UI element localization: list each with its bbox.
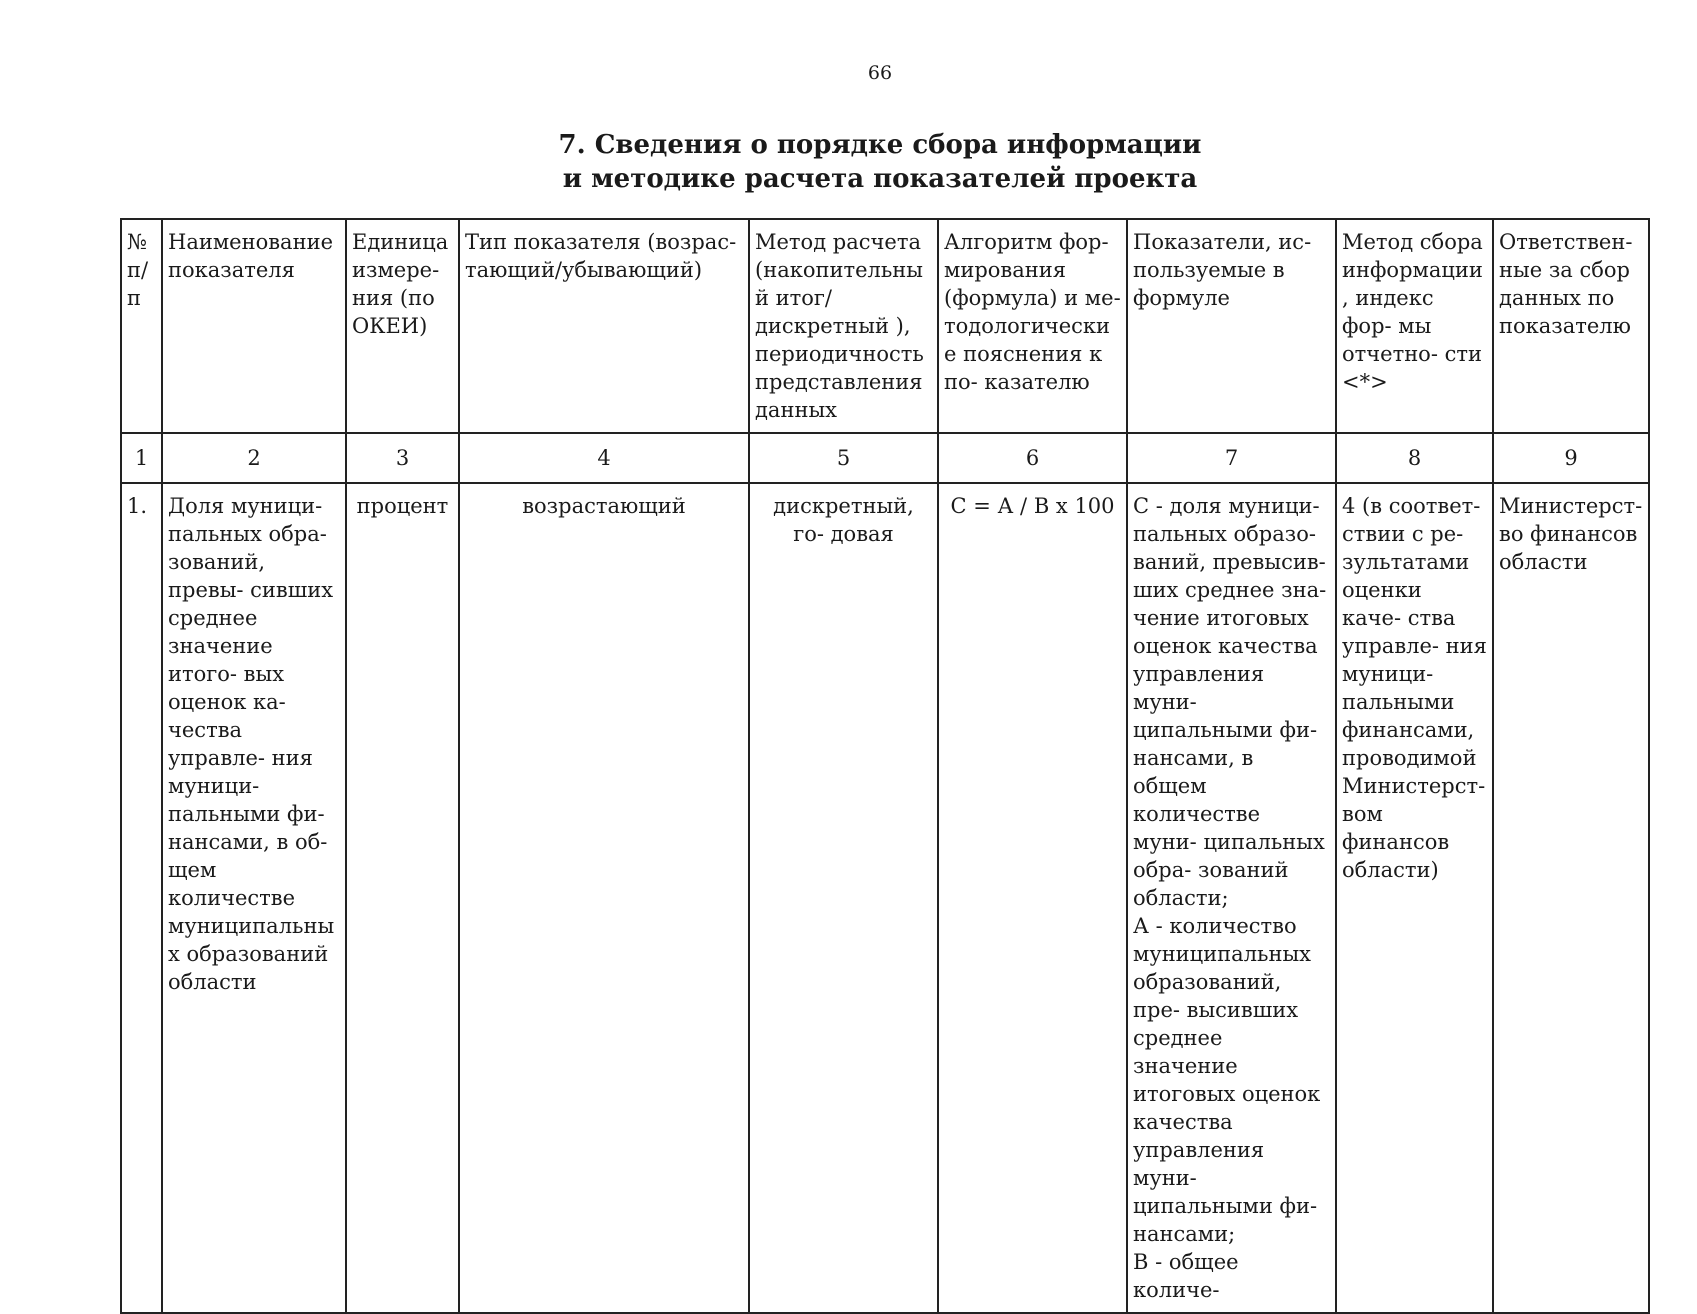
unit-cell: процент	[346, 483, 459, 1313]
header-cell: Метод сбора информации, индекс фор- мы отчетно- сти <*>	[1336, 219, 1493, 433]
indicator-type: возрастающий	[459, 483, 749, 1313]
indicator-a-description: А - количество муниципальных образований, пре- высивших среднее значение итоговых оценок качества управления муни- ципальными фи- нансами;	[1133, 914, 1321, 1246]
column-number: 6	[938, 433, 1127, 483]
header-cell: Тип показателя (возрас- тающий/убывающий)	[459, 219, 749, 433]
header-cell: Показатели, ис- пользуемые в формуле	[1127, 219, 1336, 433]
collection-method: 4 (в соответ- ствии с ре- зультатами оценки каче- ства управле- ния муници- пальными финансами, проводимой Министерст- вом финансов области)	[1336, 483, 1493, 1313]
table-header-row	[121, 219, 1649, 433]
column-number: 9	[1493, 433, 1649, 483]
indicator-c-description: С - доля муници- пальных образо- ваний, превысив- ших среднее зна- чение итоговых оценок качества управления муни- ципальными фи- нансами, в общем количестве муни- ципальных обра- зований области;	[1133, 494, 1327, 910]
header-cell: Единица измере- ния (по ОКЕИ)	[346, 219, 459, 433]
title-line-2: и методике расчета показателей проекта	[562, 164, 1198, 194]
indicators-table	[120, 218, 1650, 1314]
header-cell: Метод расчета (накопительный итог/дискретный ), периодичность представления данных	[749, 219, 938, 433]
formula-cell: С = А / В x 100	[938, 483, 1127, 1313]
page-number: 66	[867, 62, 893, 84]
header-cell: Ответствен- ные за сбор данных по показателю	[1493, 219, 1649, 433]
header-cell: № п/ п	[121, 219, 162, 433]
indicator-name: Доля муници- пальных обра- зований, превы- сивших среднее значение итого- вых оценок ка- чества управле- ния муници- пальными фи- нансами, в об- щем количестве муниципальных образований области	[162, 483, 346, 1313]
title-line-1: 7. Сведения о порядке сбора информации	[558, 130, 1202, 160]
column-number: 3	[346, 433, 459, 483]
column-numbers-row	[121, 433, 1649, 483]
calc-method: дискретный, го- довая	[749, 483, 938, 1313]
row-number: 1.	[121, 483, 162, 1313]
column-number: 2	[162, 433, 346, 483]
column-number: 7	[1127, 433, 1336, 483]
responsible-cell: Министерст- во финансов области	[1493, 483, 1649, 1313]
document-title	[0, 128, 1697, 196]
table-row	[121, 483, 1649, 1313]
column-number: 5	[749, 433, 938, 483]
header-cell: Наименование показателя	[162, 219, 346, 433]
indicator-b-description: В - общее количе-	[1133, 1250, 1239, 1302]
column-number: 8	[1336, 433, 1493, 483]
column-number: 4	[459, 433, 749, 483]
formula-indicators	[1127, 483, 1336, 1313]
column-number: 1	[121, 433, 162, 483]
header-cell: Алгоритм фор- мирования (формула) и ме- тодологические пояснения к по- казателю	[938, 219, 1127, 433]
